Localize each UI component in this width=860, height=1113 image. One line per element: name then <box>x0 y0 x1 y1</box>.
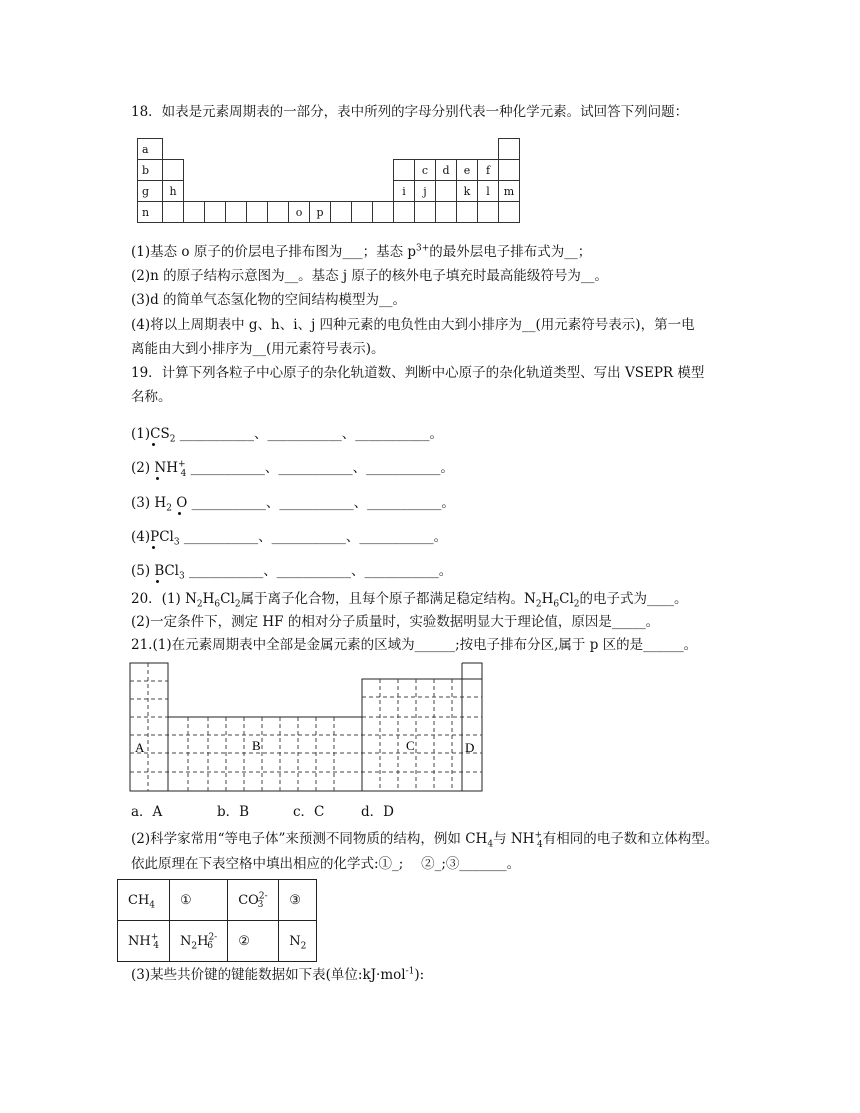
cell-n2h6: $N_2H^{2-}_6$ <box>170 921 228 962</box>
q19-stem-a: 19．计算下列各粒子中心原子的杂化轨道数、判断中心原子的杂化轨道类型、写出 VSEPR 模型 <box>131 365 705 381</box>
q19-item-2: (2) $NH^+_4$ ___________、___________、___________。 <box>131 459 454 479</box>
cell-m: m <box>499 181 520 202</box>
q19-item-1: $(1)CS_2$ ___________、___________、___________。 <box>131 426 443 445</box>
cell-i: i <box>394 181 415 202</box>
q18-part3: (3)d 的简单气态氢化物的空间结构模型为__。 <box>131 292 407 308</box>
q21-part2b: 依此原理在下表空格中填出相应的化学式:①_; ②_;③_______。 <box>131 856 521 872</box>
cell-a: a <box>138 139 163 160</box>
cell-co3: $CO^{2-}_3$ <box>228 880 279 921</box>
cell-k: k <box>457 181 478 202</box>
cell-blank-2: ② <box>228 921 279 962</box>
cell-g: g <box>138 181 163 202</box>
q19-item-3: (3) $H_2$ O ___________、___________、___________。 <box>131 495 455 514</box>
region-A-label: A <box>135 740 145 755</box>
cell-p: p <box>310 202 331 223</box>
cell-o: o <box>289 202 310 223</box>
q18-part4b: 离能由大到小排序为__(用元素符号表示)。 <box>131 341 385 357</box>
cell-n2: $N_2$ <box>279 921 317 962</box>
periodic-table-fragment <box>137 138 520 223</box>
cell-c: c <box>415 160 436 181</box>
q21-part2a: (2)科学家常用“等电子体”来预测不同物质的结构，例如 $CH_4$与 $NH^+_4$有相同的电子数和立体构型。 <box>131 830 719 850</box>
q18-part4a: (4)将以上周期表中 g、h、i、j 四种元素的电负性由大到小排序为__(用元素符号表示)，第一电 <box>131 317 695 333</box>
q18-stem: 18．如表是元素周期表的一部分，表中所列的字母分别代表一种化学元素。试回答下列问题： <box>131 104 689 120</box>
region-C-label: C <box>406 738 415 753</box>
q21-part3: (3)某些共价键的键能数据如下表(单位:kJ·mol$^{-1}$): <box>131 966 425 983</box>
cell-b: b <box>138 160 163 181</box>
cell-blank-3: ③ <box>279 880 317 921</box>
q19-item-4: (4)PCl$_3$ ___________、___________、___________。 <box>131 529 448 548</box>
q20-part1: 20．(1) $N_2H_6Cl_2$属于离子化合物，且每个原子都满足稳定结构。$N_2H_6Cl_2$的电子式为____。 <box>131 591 688 610</box>
cell-ch4: $CH_4$ <box>118 880 170 921</box>
cell-d: d <box>436 160 457 181</box>
cell-f: f <box>478 160 499 181</box>
periodic-region-diagram <box>128 661 488 793</box>
cell-h: h <box>163 181 184 202</box>
option-c: c．C <box>293 804 325 820</box>
q20-part2: (2)一定条件下，测定 HF 的相对分子质量时，实验数据明显大于理论值，原因是_____。 <box>131 614 660 630</box>
q19-stem-b: 名称。 <box>131 389 172 405</box>
cell-noble-1 <box>499 139 520 160</box>
cell-l: l <box>478 181 499 202</box>
option-d: d．D <box>361 804 394 820</box>
isoelectronic-table <box>117 879 317 962</box>
q18-part1: (1)基态 o 原子的价层电子排布图为___；基态 $p^{3+}$的最外层电子排布式为__； <box>131 243 592 260</box>
cell-j: j <box>415 181 436 202</box>
region-D-label: D <box>465 740 475 755</box>
q18-part2: (2)n 的原子结构示意图为__。基态 j 原子的核外电子填充时最高能级符号为__。 <box>131 268 608 284</box>
cell-blank-1: ① <box>170 880 228 921</box>
option-a: a．A <box>131 804 163 820</box>
q21-options <box>131 803 394 821</box>
q19-item-5: (5) BCl$_3$ ___________、___________、___________。 <box>131 563 453 582</box>
cell-n: n <box>138 202 163 223</box>
cell-e: e <box>457 160 478 181</box>
region-B-label: B <box>252 738 261 753</box>
option-b: b．B <box>217 804 250 820</box>
cell-nh4: $NH^+_4$ <box>118 921 170 962</box>
q21-stem: 21.(1)在元素周期表中全部是金属元素的区域为______;按电子排布分区,属于 p 区的是______。 <box>131 637 698 653</box>
